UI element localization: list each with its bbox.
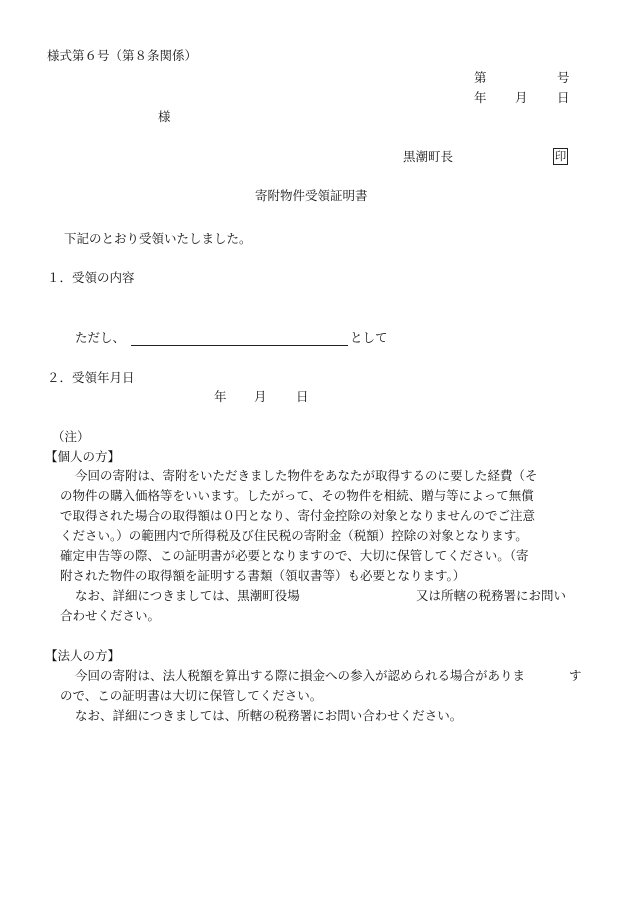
corporate-heading: 【法人の方】 [45, 648, 121, 663]
section2-heading: ２．受領年月日 [47, 370, 135, 385]
individual-heading: 【個人の方】 [45, 449, 121, 464]
doc-number-prefix: 第 [474, 70, 487, 85]
proviso-prefix: ただし、 [75, 330, 126, 345]
issue-date-month: 月 [515, 90, 528, 105]
corporate-line-1: 今回の寄附は、法人税額を算出する際に損金への参入が認められる場合がありま [75, 668, 526, 683]
individual-line-1: 今回の寄附は、寄附をいただきました物件をあなたが取得するのに要した経費（そ [75, 468, 538, 483]
intro-text: 下記のとおり受領いたしました。 [64, 231, 252, 246]
receipt-year: 年 [214, 389, 227, 404]
individual-line-4: ください。）の範囲内で所得税及び住民税の寄附金（税額）控除の対象となります。 [60, 528, 528, 543]
individual-office-suffix: 又は所轄の税務署にお問い [416, 588, 567, 603]
notes-label: （注） [52, 429, 90, 444]
individual-line-8: 合わせください。 [60, 608, 161, 623]
corporate-line-2: ので、この証明書は大切に保管してください。 [60, 688, 323, 703]
individual-line-7: なお、詳細につきましては、黒潮町役場 [75, 588, 300, 603]
proviso-suffix: として [350, 330, 388, 345]
proviso-blank-line [131, 345, 348, 346]
corporate-line-1-end: す [569, 668, 582, 683]
individual-line-2: の物件の購入価格等をいいます。したがって、その物件を相続、贈与等によって無償 [60, 488, 534, 503]
seal-box: 印 [553, 148, 568, 165]
receipt-day: 日 [296, 389, 309, 404]
corporate-line-3: なお、詳細につきましては、所轄の税務署にお問い合わせください。 [75, 708, 463, 723]
form-number: 様式第６号（第８条関係） [47, 48, 198, 63]
document-title: 寄附物件受領証明書 [255, 188, 368, 203]
individual-line-5: 確定申告等の際、この証明書が必要となりますので、大切に保管してください。（寄 [60, 548, 529, 563]
section1-heading: １．受領の内容 [47, 270, 135, 285]
receipt-month: 月 [254, 389, 267, 404]
issue-date-day: 日 [557, 90, 570, 105]
doc-number-suffix: 号 [557, 70, 570, 85]
issue-date-year: 年 [474, 90, 487, 105]
recipient-honorific: 様 [158, 109, 171, 124]
individual-line-3: で取得された場合の取得額は０円となり、寄付金控除の対象となりませんのでご注意 [60, 508, 536, 523]
issuer-name: 黒潮町長 [403, 149, 454, 164]
individual-line-6: 附された物件の取得額を証明する書類（領収書等）も必要となります。） [60, 568, 466, 583]
